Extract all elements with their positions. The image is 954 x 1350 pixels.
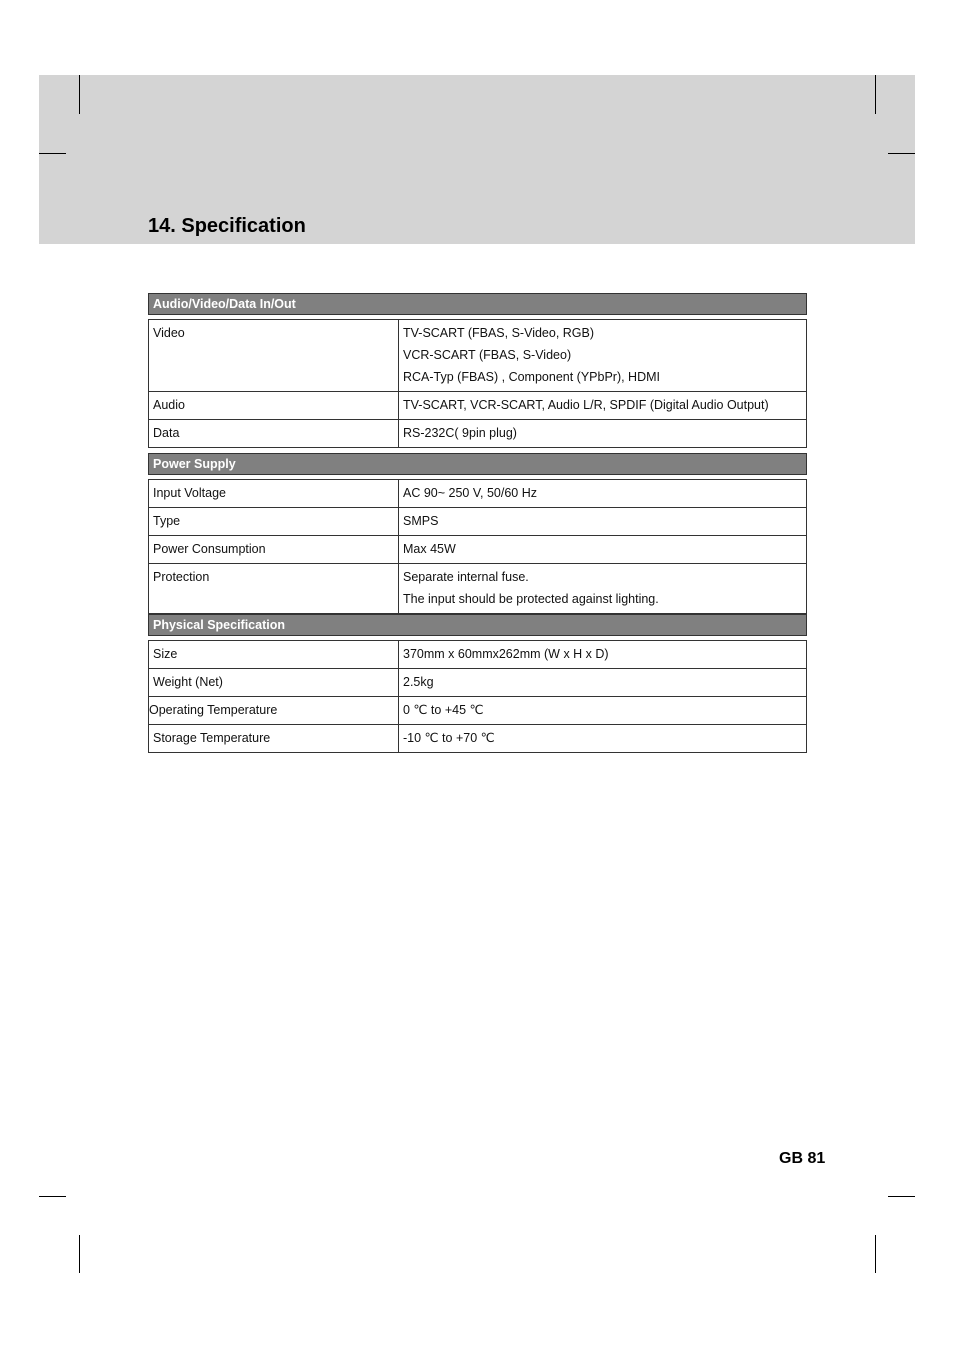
spec-value: SMPS (399, 508, 807, 536)
spec-label: Type (149, 508, 399, 536)
spec-value: TV-SCART, VCR-SCART, Audio L/R, SPDIF (Digital Audio Output) (399, 392, 807, 420)
crop-mark (79, 75, 80, 114)
spec-value: Max 45W (399, 536, 807, 564)
table-row (149, 420, 807, 448)
crop-mark (888, 1196, 915, 1197)
table-row (149, 536, 807, 564)
section-heading: Physical Specification (148, 614, 807, 636)
crop-mark (888, 153, 915, 154)
spec-value: AC 90~ 250 V, 50/60 Hz (399, 480, 807, 508)
spec-table-physical (148, 640, 807, 753)
crop-mark (79, 1235, 80, 1273)
spec-value: -10 ℃ to +70 ℃ (399, 725, 807, 753)
section-physical (148, 614, 807, 753)
spec-label: Audio (149, 392, 399, 420)
spec-label: Weight (Net) (149, 669, 399, 697)
table-row (149, 320, 807, 392)
spec-label: Size (149, 641, 399, 669)
section-heading: Power Supply (148, 453, 807, 475)
crop-mark (39, 1196, 66, 1197)
spec-label: Storage Temperature (149, 725, 399, 753)
spec-value: 370mm x 60mmx262mm (W x H x D) (399, 641, 807, 669)
table-row (149, 669, 807, 697)
table-row (149, 641, 807, 669)
spec-value (399, 564, 807, 614)
crop-mark (39, 153, 66, 154)
spec-value-line: RCA-Typ (FBAS) , Component (YPbPr), HDMI (403, 370, 661, 384)
crop-mark (875, 1235, 876, 1273)
table-row (149, 725, 807, 753)
table-row (149, 480, 807, 508)
section-av (148, 293, 807, 448)
section-heading: Audio/Video/Data In/Out (148, 293, 807, 315)
spec-value-line: TV-SCART (FBAS, S-Video, RGB) (403, 326, 595, 340)
spec-value-line: The input should be protected against lighting. (403, 592, 659, 606)
page-number: GB 81 (779, 1150, 826, 1167)
page-title: 14. Specification (148, 215, 306, 237)
table-row (149, 392, 807, 420)
spec-label: Operating Temperature (149, 697, 399, 725)
spec-label: Video (149, 320, 399, 392)
spec-label: Power Consumption (149, 536, 399, 564)
spec-value (399, 320, 807, 392)
table-row (149, 564, 807, 614)
spec-value: RS-232C( 9pin plug) (399, 420, 807, 448)
spec-table-power (148, 479, 807, 614)
spec-value: 0 ℃ to +45 ℃ (399, 697, 807, 725)
spec-label: Input Voltage (149, 480, 399, 508)
crop-mark (875, 75, 876, 114)
table-row (149, 508, 807, 536)
section-power (148, 453, 807, 614)
spec-label: Protection (149, 564, 399, 614)
spec-table-av (148, 319, 807, 448)
spec-value-line: Separate internal fuse. (403, 570, 529, 584)
spec-value-line: VCR-SCART (FBAS, S-Video) (403, 348, 572, 362)
spec-value: 2.5kg (399, 669, 807, 697)
spec-label: Data (149, 420, 399, 448)
table-row (149, 697, 807, 725)
